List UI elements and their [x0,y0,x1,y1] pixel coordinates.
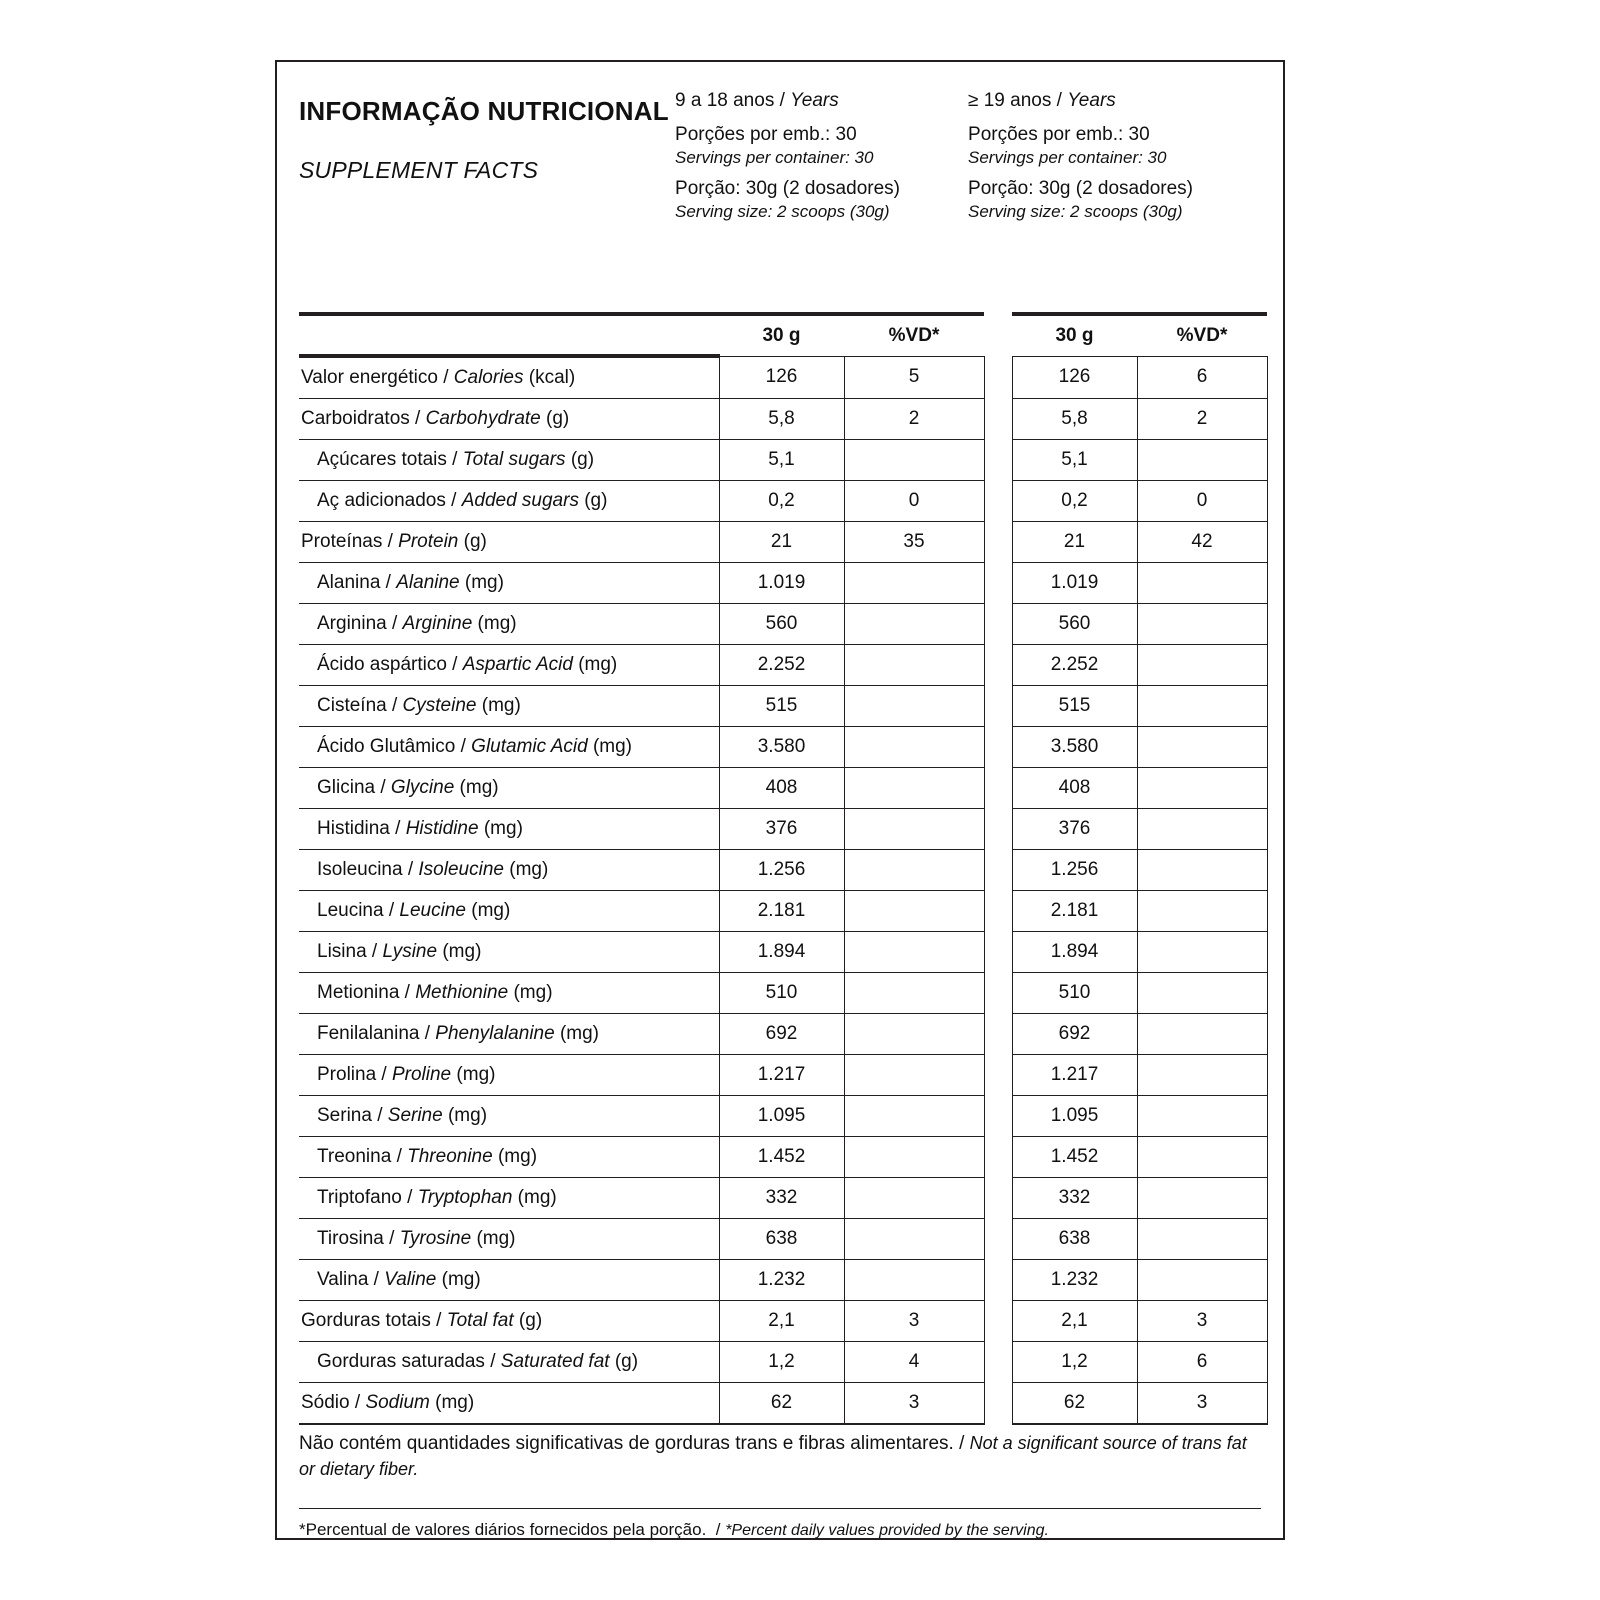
nutrient-amount-2: 1.894 [1012,932,1137,973]
nutrient-label: Cisteína / Cysteine (mg) [299,686,719,727]
serving-size-2-pt: Porção: 30g (2 dosadores) [968,178,1193,199]
age-group-1-pt: 9 a 18 anos [675,90,775,111]
column-gap [984,932,1012,973]
nutrient-label: Proteínas / Protein (g) [299,522,719,563]
nutrient-label: Açúcares totais / Total sugars (g) [299,440,719,481]
column-gap [984,563,1012,604]
serving-column-1 [675,90,968,231]
nutrient-amount-2: 692 [1012,1014,1137,1055]
nutrient-amount-1: 62 [719,1383,844,1425]
nutrient-dv-2 [1137,645,1267,686]
nutrient-dv-2 [1137,1178,1267,1219]
title-pt-text: INFORMAÇÃO NUTRICIONAL [299,96,669,126]
header-amount-2: 30 g [1012,314,1137,356]
nutrient-amount-1: 510 [719,973,844,1014]
nutrient-label: Gorduras saturadas / Saturated fat (g) [299,1342,719,1383]
table-row [299,481,1267,522]
table-row [299,1178,1267,1219]
nutrient-dv-2 [1137,1137,1267,1178]
nutrient-amount-1: 1.232 [719,1260,844,1301]
column-gap [984,1301,1012,1342]
nutrient-amount-1: 560 [719,604,844,645]
nutrient-amount-1: 1.256 [719,850,844,891]
nutrient-amount-1: 408 [719,768,844,809]
servings-2-en: Servings per container: 30 [968,147,1167,167]
nutrient-label: Ácido aspártico / Aspartic Acid (mg) [299,645,719,686]
nutrient-dv-1 [844,686,984,727]
nutrient-dv-2 [1137,686,1267,727]
table-row [299,686,1267,727]
serving-size-2-en: Serving size: 2 scoops (30g) [968,201,1183,221]
serving-size-1-en: Serving size: 2 scoops (30g) [675,201,890,221]
nutrient-label: Lisina / Lysine (mg) [299,932,719,973]
table-row [299,932,1267,973]
nutrient-amount-2: 408 [1012,768,1137,809]
nutrient-dv-1: 3 [844,1301,984,1342]
nutrient-amount-1: 126 [719,356,844,399]
nutrient-amount-2: 2.252 [1012,645,1137,686]
nutrient-dv-1 [844,1137,984,1178]
nutrient-label: Serina / Serine (mg) [299,1096,719,1137]
nutrient-dv-1 [844,1014,984,1055]
column-gap [984,645,1012,686]
nutrient-amount-1: 0,2 [719,481,844,522]
nutrient-label: Arginina / Arginine (mg) [299,604,719,645]
nutrient-dv-2 [1137,809,1267,850]
nutrient-dv-1: 4 [844,1342,984,1383]
nutrient-label: Prolina / Proline (mg) [299,1055,719,1096]
nutrient-amount-2: 1.019 [1012,563,1137,604]
nutrient-amount-2: 0,2 [1012,481,1137,522]
nutrient-label: Fenilalanina / Phenylalanine (mg) [299,1014,719,1055]
nutrient-amount-1: 2,1 [719,1301,844,1342]
age-group-2: ≥ 19 anos / Years [968,90,1116,111]
nutrient-dv-2: 6 [1137,1342,1267,1383]
nutrient-dv-1 [844,563,984,604]
nutrient-dv-1 [844,1055,984,1096]
nutrient-label: Glicina / Glycine (mg) [299,768,719,809]
nutrient-amount-1: 21 [719,522,844,563]
table-row [299,1219,1267,1260]
nutrient-amount-2: 1.256 [1012,850,1137,891]
nutrient-amount-2: 126 [1012,356,1137,399]
nutrient-dv-2 [1137,850,1267,891]
column-gap [984,1096,1012,1137]
nutrient-label: Isoleucina / Isoleucine (mg) [299,850,719,891]
table-row [299,809,1267,850]
column-gap [984,1137,1012,1178]
nutrient-dv-1 [844,973,984,1014]
footnote-not-significant: Não contém quantidades significativas de gorduras trans e fibras alimentares. / Not a significant source of trans fat or dietary fiber. [299,1433,1247,1479]
servings-1-en: Servings per container: 30 [675,147,874,167]
nutrient-dv-2: 3 [1137,1383,1267,1425]
table-row [299,1014,1267,1055]
table-row [299,768,1267,809]
nutrient-label: Triptofano / Tryptophan (mg) [299,1178,719,1219]
nutrient-dv-2 [1137,604,1267,645]
nutrient-dv-1: 5 [844,356,984,399]
nutrient-label: Aç adicionados / Added sugars (g) [299,481,719,522]
nutrient-amount-2: 510 [1012,973,1137,1014]
nutrient-amount-1: 638 [719,1219,844,1260]
column-gap [984,522,1012,563]
nutrient-dv-1 [844,1219,984,1260]
nutrient-label: Leucina / Leucine (mg) [299,891,719,932]
column-gap [984,1383,1012,1425]
column-gap [984,1219,1012,1260]
table-row [299,1260,1267,1301]
nutrient-amount-2: 515 [1012,686,1137,727]
age-group-1-en: Years [790,90,839,111]
nutrient-dv-1 [844,440,984,481]
nutrient-label: Tirosina / Tyrosine (mg) [299,1219,719,1260]
column-gap [984,768,1012,809]
nutrient-amount-2: 1.232 [1012,1260,1137,1301]
nutrient-amount-1: 2.181 [719,891,844,932]
column-gap [984,356,1012,399]
nutrient-amount-1: 692 [719,1014,844,1055]
nutrient-amount-2: 1,2 [1012,1342,1137,1383]
column-gap [984,850,1012,891]
table-row [299,1137,1267,1178]
table-row [299,563,1267,604]
footnote-en: Not a significant source of trans fat or dietary fiber. [299,1433,1247,1479]
nutrient-label: Carboidratos / Carbohydrate (g) [299,399,719,440]
column-gap [984,481,1012,522]
table-row [299,850,1267,891]
nutrient-dv-2 [1137,891,1267,932]
nutrient-dv-2 [1137,1219,1267,1260]
nutrient-dv-1 [844,604,984,645]
column-gap [984,399,1012,440]
table-row [299,440,1267,481]
nutrition-table [299,312,1268,1425]
nutrient-amount-1: 5,1 [719,440,844,481]
title-block [299,90,675,184]
table-row [299,1383,1267,1425]
column-gap [984,727,1012,768]
nutrient-dv-2: 6 [1137,356,1267,399]
nutrient-amount-2: 638 [1012,1219,1137,1260]
column-gap [984,973,1012,1014]
dv-note-pt: *Percentual de valores diários fornecidos pela porção. [299,1520,707,1539]
nutrient-amount-1: 2.252 [719,645,844,686]
table-row [299,1096,1267,1137]
nutrient-dv-2: 3 [1137,1301,1267,1342]
column-gap [984,1055,1012,1096]
nutrient-label: Valina / Valine (mg) [299,1260,719,1301]
nutrient-amount-1: 1.019 [719,563,844,604]
nutrient-amount-2: 5,8 [1012,399,1137,440]
nutrient-dv-1: 2 [844,399,984,440]
nutrient-amount-1: 332 [719,1178,844,1219]
nutrient-dv-1: 35 [844,522,984,563]
serving-column-2 [968,90,1261,231]
nutrient-dv-2 [1137,1096,1267,1137]
table-row [299,1055,1267,1096]
footnote-pt: Não contém quantidades significativas de gorduras trans e fibras alimentares. [299,1433,954,1454]
nutrition-table-body [299,314,1267,1424]
table-row [299,645,1267,686]
column-gap [984,604,1012,645]
table-row [299,399,1267,440]
table-row [299,1301,1267,1342]
nutrient-amount-1: 1.217 [719,1055,844,1096]
panel-inner [299,90,1261,1539]
nutrient-dv-1 [844,809,984,850]
nutrient-dv-1 [844,768,984,809]
table-row [299,973,1267,1014]
nutrient-dv-2 [1137,973,1267,1014]
title-pt [299,96,675,127]
nutrient-amount-2: 332 [1012,1178,1137,1219]
table-header-row [299,314,1267,356]
serving-size-1-pt: Porção: 30g (2 dosadores) [675,178,900,199]
nutrient-amount-1: 1,2 [719,1342,844,1383]
header-blank [299,314,719,356]
nutrient-dv-2: 0 [1137,481,1267,522]
column-gap [984,1178,1012,1219]
nutrient-amount-2: 1.217 [1012,1055,1137,1096]
column-gap [984,440,1012,481]
nutrient-amount-2: 2,1 [1012,1301,1137,1342]
nutrient-amount-1: 376 [719,809,844,850]
age-group-2-pt: ≥ 19 anos [968,90,1052,111]
nutrient-dv-1 [844,727,984,768]
nutrient-label: Sódio / Sodium (mg) [299,1383,719,1425]
nutrient-dv-1 [844,1260,984,1301]
nutrition-table-wrapper [299,312,1261,1425]
nutrient-dv-1: 0 [844,481,984,522]
header-gap [984,314,1012,356]
nutrient-label: Gorduras totais / Total fat (g) [299,1301,719,1342]
age-group-2-en: Years [1067,90,1116,111]
nutrient-amount-1: 5,8 [719,399,844,440]
servings-1-pt: Porções por emb.: 30 [675,124,857,145]
nutrient-dv-2 [1137,1014,1267,1055]
nutrient-amount-1: 3.580 [719,727,844,768]
nutrient-dv-2 [1137,932,1267,973]
table-row [299,604,1267,645]
column-gap [984,1260,1012,1301]
nutrient-dv-1 [844,891,984,932]
column-gap [984,686,1012,727]
nutrient-label: Metionina / Methionine (mg) [299,973,719,1014]
nutrient-amount-2: 62 [1012,1383,1137,1425]
nutrient-label: Valor energético / Calories (kcal) [299,356,719,399]
nutrient-dv-2 [1137,1260,1267,1301]
nutrient-amount-1: 1.095 [719,1096,844,1137]
nutrient-dv-2 [1137,563,1267,604]
nutrient-amount-2: 376 [1012,809,1137,850]
nutrient-dv-1 [844,932,984,973]
nutrient-dv-2 [1137,727,1267,768]
column-gap [984,1014,1012,1055]
nutrient-amount-1: 1.894 [719,932,844,973]
column-gap [984,891,1012,932]
nutrient-dv-1 [844,1096,984,1137]
nutrition-facts-panel [275,60,1285,1540]
table-row [299,891,1267,932]
nutrient-amount-2: 560 [1012,604,1137,645]
table-row [299,727,1267,768]
footnote-daily-values: *Percentual de valores diários fornecidos pela porção. / *Percent daily values provided by the serving. [299,1508,1261,1540]
nutrient-dv-2: 42 [1137,522,1267,563]
nutrient-dv-1 [844,645,984,686]
column-gap [984,1342,1012,1383]
age-group-1: 9 a 18 anos / Years [675,90,839,111]
panel-header [299,90,1261,231]
nutrient-dv-1: 3 [844,1383,984,1425]
nutrient-amount-2: 1.452 [1012,1137,1137,1178]
nutrient-amount-1: 1.452 [719,1137,844,1178]
nutrient-dv-1 [844,1178,984,1219]
nutrient-amount-2: 3.580 [1012,727,1137,768]
nutrient-dv-2 [1137,1055,1267,1096]
header-dv-2: %VD* [1137,314,1267,356]
header-dv-1: %VD* [844,314,984,356]
column-gap [984,809,1012,850]
table-row [299,356,1267,399]
nutrient-dv-2: 2 [1137,399,1267,440]
nutrient-dv-1 [844,850,984,891]
nutrient-dv-2 [1137,768,1267,809]
nutrient-label: Histidina / Histidine (mg) [299,809,719,850]
servings-2-pt: Porções por emb.: 30 [968,124,1150,145]
nutrient-amount-2: 1.095 [1012,1096,1137,1137]
dv-note-en: *Percent daily values provided by the serving. [725,1522,1049,1539]
header-amount-1: 30 g [719,314,844,356]
nutrient-label: Alanina / Alanine (mg) [299,563,719,604]
nutrient-amount-1: 515 [719,686,844,727]
nutrient-amount-2: 5,1 [1012,440,1137,481]
nutrient-dv-2 [1137,440,1267,481]
nutrient-amount-2: 21 [1012,522,1137,563]
table-row [299,522,1267,563]
nutrient-label: Ácido Glutâmico / Glutamic Acid (mg) [299,727,719,768]
table-row [299,1342,1267,1383]
nutrient-amount-2: 2.181 [1012,891,1137,932]
nutrient-label: Treonina / Threonine (mg) [299,1137,719,1178]
title-en: SUPPLEMENT FACTS [299,156,539,183]
